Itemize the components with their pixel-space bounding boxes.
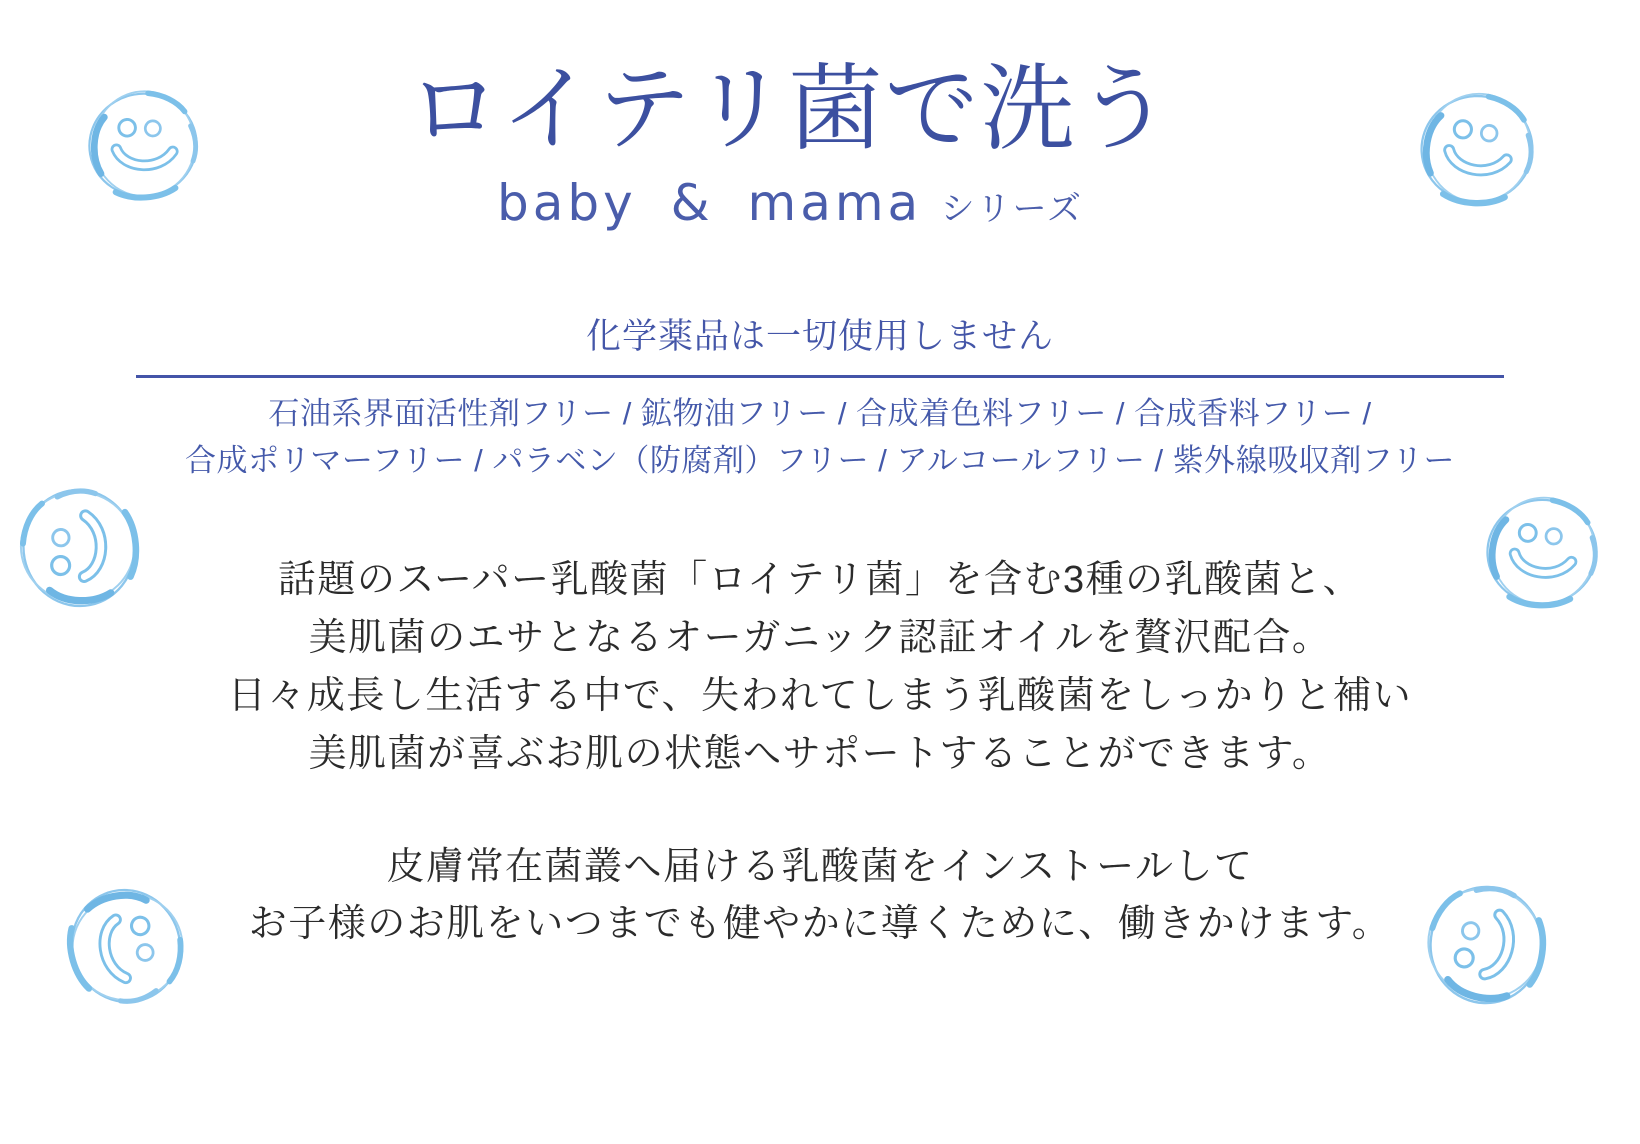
header (0, 50, 1580, 232)
series-subtitle (0, 174, 1580, 232)
description-line: 美肌菌のエサとなるオーガニック認証オイルを贅沢配合。 (308, 617, 1332, 659)
description-line: 日々成長し生活する中で、失われてしまう乳酸菌をしっかりと補い (227, 675, 1413, 717)
description-paragraph (0, 551, 1640, 783)
closing-paragraph (0, 839, 1640, 953)
series-latin-label: baby & mama (497, 174, 923, 233)
series-jp-label: シリーズ (940, 190, 1083, 229)
free-items-list (0, 390, 1640, 484)
description-line: 話題のスーパー乳酸菌「ロイテリ菌」を含む3種の乳酸菌と、 (277, 559, 1363, 601)
chemical-free-section (0, 314, 1640, 484)
page-title: ロイテリ菌で洗う (407, 55, 1173, 164)
heading-underline (136, 375, 1504, 378)
closing-line: お子様のお肌をいつまでも健やかに導くために、働きかけます。 (248, 903, 1392, 945)
free-items-line: 合成ポリマーフリー / パラベン（防腐剤）フリー / アルコールフリー / 紫外線吸収剤フリー (184, 442, 1456, 478)
free-items-line: 石油系界面活性剤フリー / 鉱物油フリー / 合成着色料フリー / 合成香料フリー / (268, 395, 1372, 431)
chemical-free-heading: 化学薬品は一切使用しません (585, 317, 1054, 356)
closing-line: 皮膚常在菌叢へ届ける乳酸菌をインストールして (386, 846, 1254, 888)
description-line: 美肌菌が喜ぶお肌の状態へサポートすることができます。 (308, 733, 1332, 775)
